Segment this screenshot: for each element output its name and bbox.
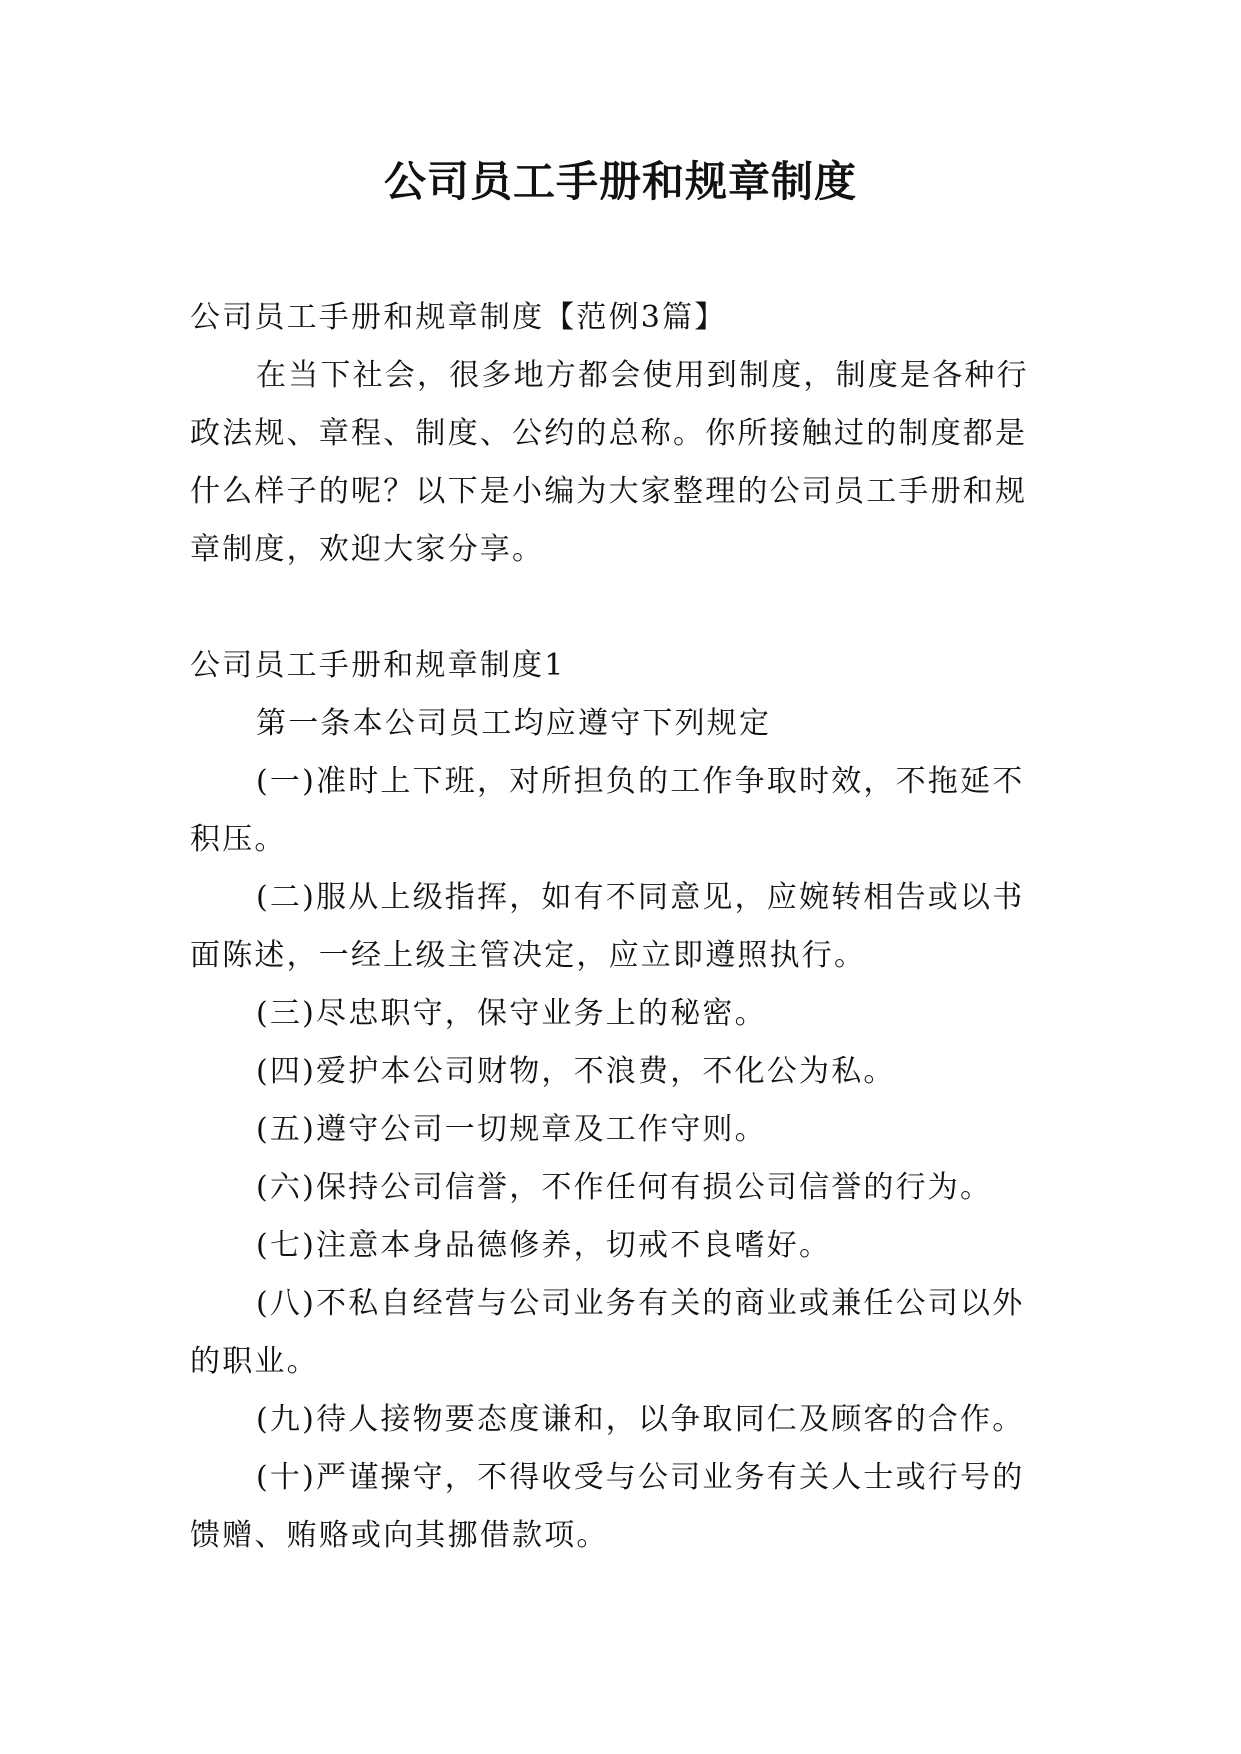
section-heading: 公司员工手册和规章制度1 xyxy=(190,648,566,683)
rule-item: (七)注意本身品德修养，切戒不良嗜好。 xyxy=(256,1228,832,1263)
rule-item: (六)保持公司信誉，不作任何有损公司信誉的行为。 xyxy=(256,1170,993,1205)
article-heading: 第一条本公司员工均应遵守下列规定 xyxy=(256,706,772,741)
section-spacer xyxy=(190,579,1050,637)
rule-item: (三)尽忠职守，保守业务上的秘密。 xyxy=(256,996,767,1031)
rule-item: (五)遵守公司一切规章及工作守则。 xyxy=(256,1112,767,1147)
intro-paragraph: 在当下社会，很多地方都会使用到制度，制度是各种行政法规、章程、制度、公约的总称。你所接触过的制度都是什么样子的呢？以下是小编为大家整理的公司员工手册和规章制度，欢迎大家分享。 xyxy=(190,358,1029,567)
rule-item: (二)服从上级指挥，如有不同意见，应婉转相告或以书面陈述，一经上级主管决定，应立即遵照执行。 xyxy=(190,880,1025,973)
rule-item: (九)待人接物要态度谦和，以争取同仁及顾客的合作。 xyxy=(256,1402,1025,1437)
document-title: 公司员工手册和规章制度 xyxy=(383,157,857,206)
rule-item: (一)准时上下班，对所担负的工作争取时效，不拖延不积压。 xyxy=(190,764,1025,857)
rule-item: (八)不私自经营与公司业务有关的商业或兼任公司以外的职业。 xyxy=(190,1286,1025,1379)
rule-item: (十)严谨操守，不得收受与公司业务有关人士或行号的馈赠、贿赂或向其挪借款项。 xyxy=(190,1460,1025,1553)
rule-item: (四)爱护本公司财物，不浪费，不化公为私。 xyxy=(256,1054,896,1089)
intro-heading: 公司员工手册和规章制度【范例3篇】 xyxy=(190,300,727,335)
document-body xyxy=(190,289,1050,1565)
